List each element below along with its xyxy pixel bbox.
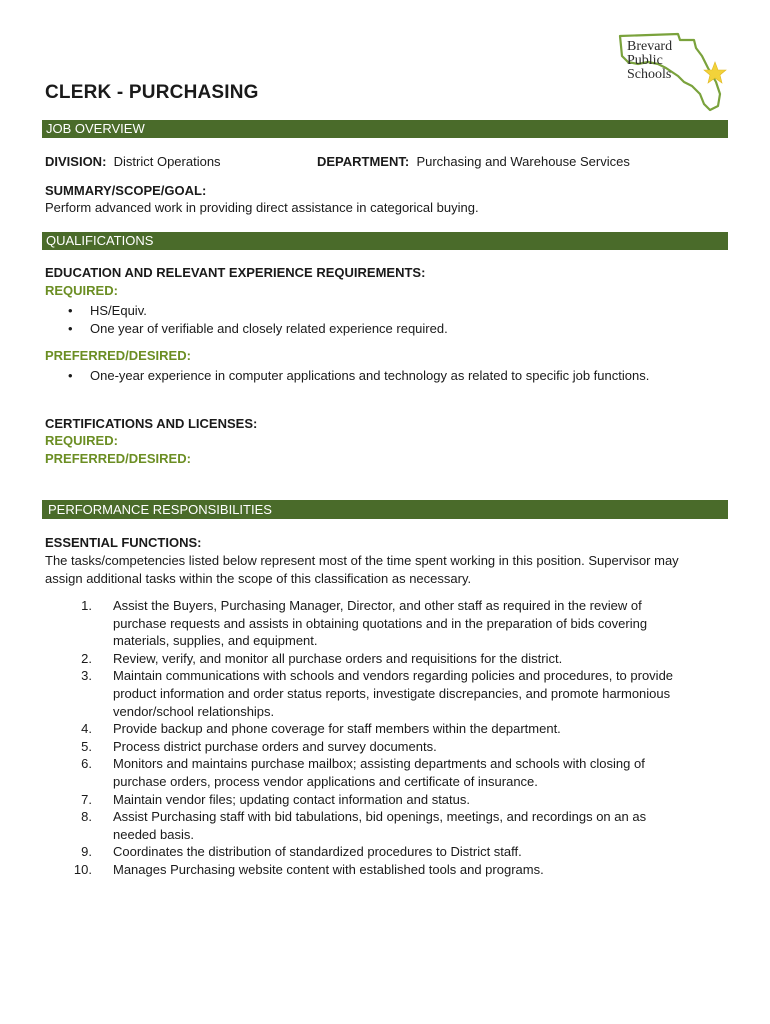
summary-label: SUMMARY/SCOPE/GOAL: [45,183,207,198]
list-item-number: 9. [81,844,92,860]
list-item-number: 8. [81,809,92,825]
list-item-number: 2. [81,650,92,666]
list-item-number: 5. [81,738,92,754]
bullet-icon: • [68,368,73,383]
logo-line-3: Schools [627,67,672,82]
list-item-text: Provide backup and phone coverage for staff members within the department. [113,721,561,737]
education-heading: EDUCATION AND RELEVANT EXPERIENCE REQUIREMENTS: [45,265,426,280]
list-item-number: 3. [81,668,92,684]
list-item-text: product information and order status reports, investigate discrepancies, and promote harmonious [113,685,671,701]
list-item [45,843,725,861]
list-item-text: Assist the Buyers, Purchasing Manager, Director, and other staff as required in the review of [113,598,642,613]
list-item-number: 7. [81,791,92,807]
essential-functions-label: ESSENTIAL FUNCTIONS: [45,535,202,550]
cert-required-label: REQUIRED: [45,433,118,448]
logo-line-1: Brevard [627,39,673,54]
list-item-text: Review, verify, and monitor all purchase orders and requisitions for the district. [113,650,563,666]
section-bar-qualifications: QUALIFICATIONS [42,232,728,250]
logo-wordmark [627,40,672,82]
required-item-2: One year of verifiable and closely related experience required. [90,321,448,336]
list-item-number: 1. [81,598,92,613]
list-item-text: Manages Purchasing website content with established tools and programs. [113,861,544,877]
required-label: REQUIRED: [45,283,118,298]
list-item-number: 10. [73,861,92,877]
section-bar-performance: PERFORMANCE RESPONSIBILITIES [42,500,728,519]
list-item-text: Maintain communications with schools and vendors regarding policies and procedures, to provide [113,668,674,684]
intro-line-2: assign additional tasks within the scope of this classification as necessary. [45,571,472,586]
list-item-text: purchase requests and assists in obtaining quotations and in the preparation of bids covering [113,615,648,631]
brevard-public-schools-logo [612,28,732,114]
list-item [45,791,725,809]
list-item-text: vendor/school relationships. [113,703,275,719]
department-value: Purchasing and Warehouse Services [416,154,630,169]
list-item-number: 6. [81,756,92,772]
essential-functions-list [45,597,725,879]
summary-text: Perform advanced work in providing direct assistance in categorical buying. [45,200,479,215]
intro-line-1: The tasks/competencies listed below represent most of the time spent working in this position. Supervisor may [45,553,679,568]
list-item-text: Assist Purchasing staff with bid tabulations, bid openings, meetings, and recordings on an as [113,809,647,825]
division-label: DIVISION: [45,154,107,169]
required-item-1: HS/Equiv. [90,303,147,318]
bullet-icon: • [68,321,73,336]
list-item-text: Coordinates the distribution of standardized procedures to District staff. [113,844,522,860]
list-item [45,650,725,668]
list-item-text: Process district purchase orders and survey documents. [113,738,437,754]
preferred-label: PREFERRED/DESIRED: [45,348,191,363]
page-title: CLERK - PURCHASING [45,82,259,103]
list-item [45,738,725,756]
bullet-icon: • [68,303,73,318]
list-item [45,667,725,720]
logo-line-2: Public [627,53,663,68]
list-item [45,861,725,879]
section-bar-job-overview: JOB OVERVIEW [42,120,728,138]
list-item-number: 4. [81,721,92,737]
certifications-heading: CERTIFICATIONS AND LICENSES: [45,416,258,431]
list-item-text: materials, supplies, and equipment. [113,633,318,649]
list-item [45,755,725,790]
list-item-text: Maintain vendor files; updating contact information and status. [113,791,470,807]
list-item [45,808,725,843]
department-row [317,153,630,170]
department-label: DEPARTMENT: [317,154,410,169]
cert-preferred-label: PREFERRED/DESIRED: [45,451,191,466]
list-item [45,597,725,650]
list-item-text: needed basis. [113,826,194,842]
division-row [45,153,221,170]
list-item [45,720,725,738]
list-item-text: Monitors and maintains purchase mailbox; assisting departments and schools with closing of [113,756,645,772]
division-value: District Operations [113,154,221,169]
preferred-item-1: One-year experience in computer applications and technology as related to specific job functions. [90,368,650,383]
list-item-text: purchase orders, process vendor applications and certificate of insurance. [113,773,538,789]
